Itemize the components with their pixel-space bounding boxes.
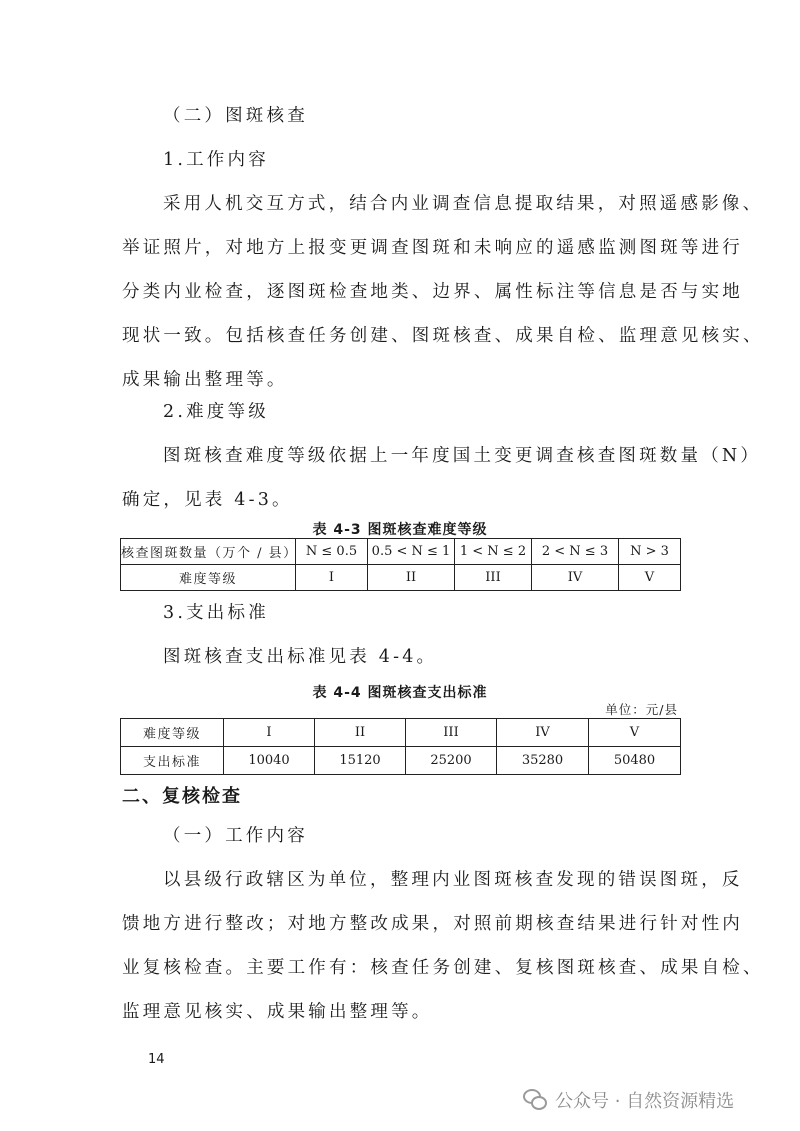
wechat-icon <box>523 1089 547 1111</box>
table-cell: 难度等级 <box>121 565 296 591</box>
table-cell: 难度等级 <box>121 719 224 747</box>
table-cell: 10040 <box>224 747 315 775</box>
table-row <box>121 719 681 747</box>
watermark-text: 公众号 · 自然资源精选 <box>555 1091 735 1112</box>
table-cell: III <box>406 719 497 747</box>
paragraph-line: 成果输出整理等。 <box>122 370 288 390</box>
table-4-4 <box>120 718 681 775</box>
table-cell: 支出标准 <box>121 747 224 775</box>
item2-title: 2.难度等级 <box>163 402 269 422</box>
table-row <box>121 565 681 591</box>
heading-fuhe-jiancha: 二、复核检查 <box>122 786 242 807</box>
table-row <box>121 539 681 565</box>
table-cell: 50480 <box>589 747 681 775</box>
table-cell: 1 < N ≤ 2 <box>455 539 532 565</box>
table-cell: V <box>619 565 681 591</box>
paragraph-line: 确定，见表 4-3。 <box>122 490 293 510</box>
table-row <box>121 747 681 775</box>
table-cell: IV <box>532 565 619 591</box>
table-cell: N ≤ 0.5 <box>296 539 368 565</box>
watermark <box>523 1086 734 1114</box>
table-cell: N > 3 <box>619 539 681 565</box>
table-cell: V <box>589 719 681 747</box>
table-cell: 25200 <box>406 747 497 775</box>
paragraph-line: 业复核检查。主要工作有：核查任务创建、复核图斑核查、成果自检、 <box>122 958 764 978</box>
paragraph-line: 图斑核查支出标准见表 4-4。 <box>163 647 438 667</box>
table-4-4-caption: 表 4-4 图斑核查支出标准 <box>312 685 488 701</box>
table-cell: 15120 <box>315 747 406 775</box>
table-cell: 0.5 < N ≤ 1 <box>368 539 455 565</box>
table-cell: II <box>315 719 406 747</box>
paragraph-line: 分类内业检查，逐图斑检查地类、边界、属性标注等信息是否与实地 <box>122 282 743 302</box>
table-cell: 2 < N ≤ 3 <box>532 539 619 565</box>
table-unit: 单位：元/县 <box>605 702 678 717</box>
table-4-3 <box>120 538 681 591</box>
paragraph-line: 以县级行政辖区为单位，整理内业图斑核查发现的错误图斑，反 <box>163 870 743 890</box>
table-cell: 核查图斑数量（万个 / 县） <box>121 539 296 565</box>
paragraph-line: 举证照片，对地方上报变更调查图斑和未响应的遥感监测图斑等进行 <box>122 238 743 258</box>
paragraph-line: 监理意见核实、成果输出整理等。 <box>122 1002 433 1022</box>
table-cell: I <box>224 719 315 747</box>
table-cell: II <box>368 565 455 591</box>
table-cell: IV <box>497 719 589 747</box>
section3-title: 3.支出标准 <box>163 603 269 623</box>
table-cell: 35280 <box>497 747 589 775</box>
paragraph-line: 现状一致。包括核查任务创建、图斑核查、成果自检、监理意见核实、 <box>122 326 764 346</box>
paragraph-line: 馈地方进行整改；对地方整改成果，对照前期核查结果进行针对性内 <box>122 914 743 934</box>
table-cell: III <box>455 565 532 591</box>
paragraph-line: 图斑核查难度等级依据上一年度国土变更调查核查图斑数量（N） <box>163 446 762 466</box>
subheading-tuban-hecha: （二）图斑核查 <box>163 106 308 126</box>
paragraph-line: 采用人机交互方式，结合内业调查信息提取结果，对照遥感影像、 <box>163 194 764 214</box>
subheading-gongzuo-neirong: （一）工作内容 <box>163 826 308 846</box>
item1-title: 1.工作内容 <box>163 150 269 170</box>
table-cell: I <box>296 565 368 591</box>
page-number: 14 <box>148 1052 165 1067</box>
table-4-3-caption: 表 4-3 图斑核查难度等级 <box>312 522 488 538</box>
